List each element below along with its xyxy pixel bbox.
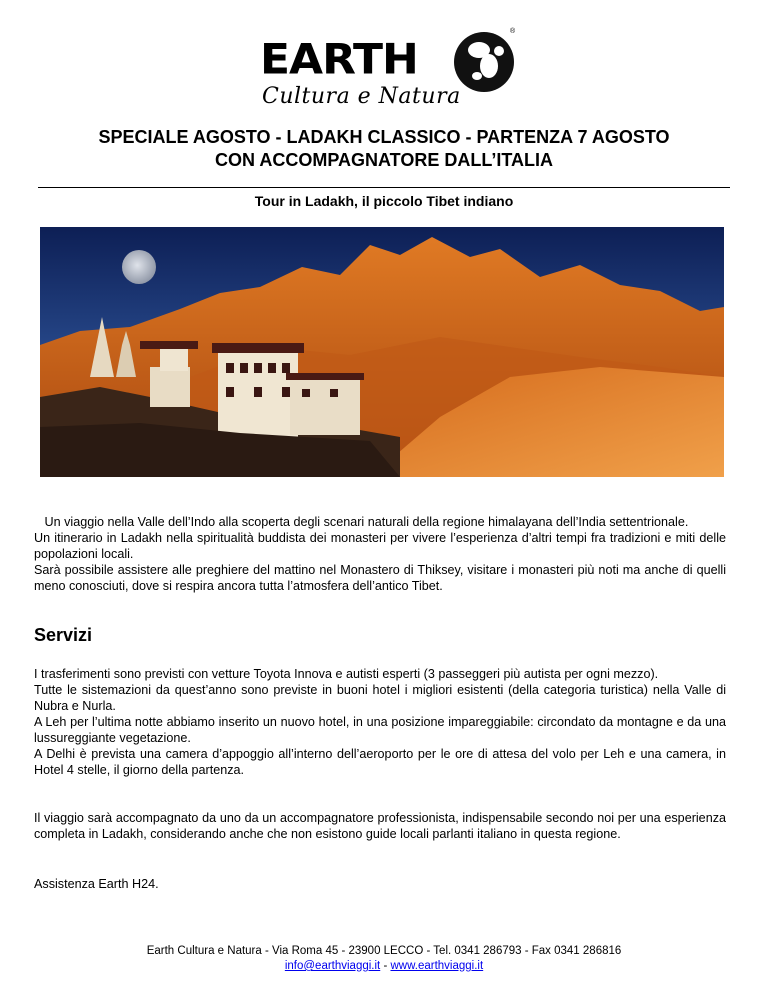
page-subtitle: Tour in Ladakh, il piccolo Tibet indiano	[254, 193, 514, 209]
servizi-text	[34, 666, 726, 778]
intro-paragraph: Un viaggio nella Valle dell’Indo alla scoperta degli scenari naturali della regione himalayana dell’India settentrionale.	[34, 515, 689, 529]
assistenza-text: Assistenza Earth H24.	[34, 877, 159, 891]
intro-text	[34, 514, 726, 594]
servizi-paragraph: A Delhi è prevista una camera d’appoggio all’interno dell’aeroporto per le ore di attesa del volo per Leh e una camera, in Hotel 4 stelle, il giorno della partenza.	[34, 747, 726, 777]
page-title	[40, 126, 728, 172]
servizi-paragraph: I trasferimenti sono previsti con vetture Toyota Innova e autisti esperti (3 passeggeri più autista per ogni mezzo).	[34, 667, 659, 681]
footer-address: Earth Cultura e Natura - Via Roma 45 - 23900 LECCO - Tel. 0341 286793 - Fax 0341 286816	[146, 945, 622, 957]
accompagnatore-text: Il viaggio sarà accompagnato da uno da un accompagnatore professionista, indispensabile secondo noi per una esperienza completa in Ladakh, considerando anche che non esistono guide locali parlanti italiano in questa regione.	[34, 811, 726, 841]
intro-paragraph: Un itinerario in Ladakh nella spiritualità buddista dei monasteri per vivere l’esperienza d’altri tempi fra tradizioni e miti delle popolazioni locali.	[34, 531, 726, 561]
email-link[interactable]: info@earthviaggi.it	[284, 960, 381, 972]
title-line-2: CON ACCOMPAGNATORE DALL’ITALIA	[215, 150, 553, 170]
page-footer	[0, 944, 768, 974]
footer-separator: -	[380, 960, 391, 972]
globe-icon	[454, 32, 514, 92]
logo-wordmark: EARTH	[260, 35, 418, 84]
logo-tagline: Cultura e Natura	[262, 84, 461, 109]
servizi-paragraph: A Leh per l’ultima notte abbiamo inserito un nuovo hotel, in una posizione impareggiabile: circondato da montagne e da una lussureggiante vegetazione.	[34, 715, 726, 745]
title-line-1: SPECIALE AGOSTO - LADAKH CLASSICO - PARTENZA 7 AGOSTO	[98, 127, 670, 147]
title-divider	[38, 187, 730, 188]
registered-mark: ®	[510, 28, 516, 35]
footer-links	[0, 959, 768, 974]
website-link[interactable]: www.earthviaggi.it	[390, 960, 484, 972]
earth-logo	[258, 28, 522, 112]
ladakh-monastery-photo	[40, 227, 724, 477]
servizi-heading: Servizi	[34, 625, 93, 645]
intro-paragraph: Sarà possibile assistere alle preghiere del mattino nel Monastero di Thiksey, visitare i monasteri più noti ma anche di quelli meno conosciuti, dove si respira ancora tutta l’atmosfera dell’antico Tibet.	[34, 563, 726, 593]
servizi-paragraph: Tutte le sistemazioni da quest’anno sono previste in buoni hotel i migliori esistenti (della categoria turistica) nella Valle di Nubra e Nurla.	[34, 683, 726, 713]
